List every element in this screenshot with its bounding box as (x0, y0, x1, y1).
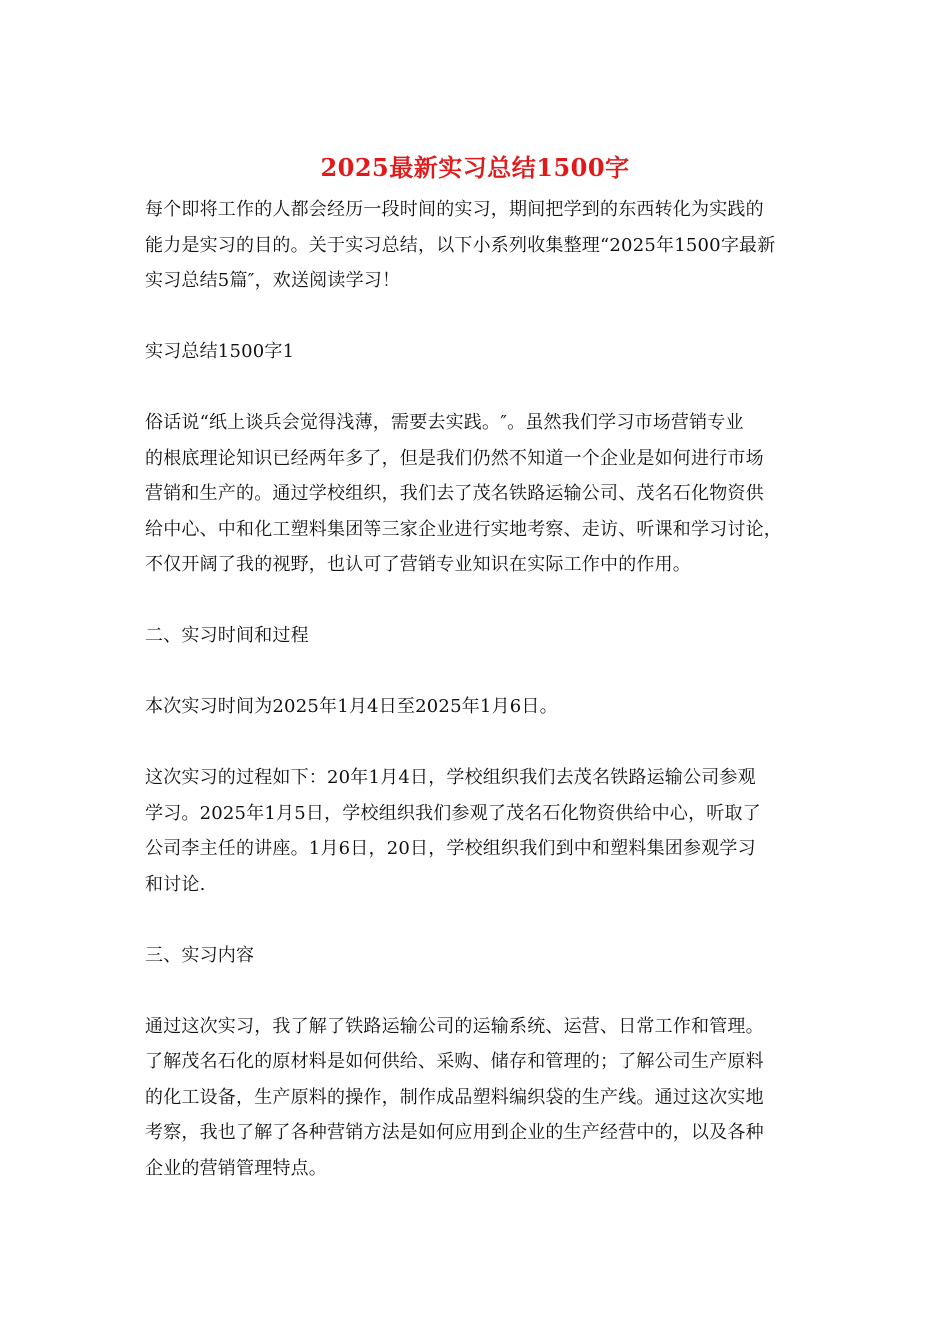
body-paragraph: 这次实习的过程如下：20年1月4日，学校组织我们去茂名铁路运输公司参观 学习。2025年1月5日，学校组织我们参观了茂名石化物资供给中心，听取了 公司李主任的讲座。1月6日，20日，学校组织我们到中和塑料集团参观学习 和讨论. (145, 767, 761, 895)
intro-paragraph: 每个即将工作的人都会经历一段时间的实习，期间把学到的东西转化为实践的 能力是实习的目的。关于实习总结，以下小系列收集整理“2025年1500字最新 实习总结5篇″，欢送阅读学习！ (145, 199, 776, 291)
body-paragraph: 俗话说“纸上谈兵会觉得浅薄，需要去实践。″。虽然我们学习市场营销专业 的根底理论知识已经两年多了，但是我们仍然不知道一个企业是如何进行市场 营销和生产的。通过学校组织，我们去了茂名铁路运输公司、茂名石化物资供 给中心、中和化工塑料集团等三家企业进行实地考察、走访、听课和学习讨论， 不仅开阔了我的视野，也认可了营销专业知识在实际工作中的作用。 (145, 412, 782, 575)
document-title: 2025最新实习总结1500字 (320, 153, 630, 182)
body-paragraph: 通过这次实习，我了解了铁路运输公司的运输系统、运营、日常工作和管理。 了解茂名石化的原材料是如何供给、采购、储存和管理的；了解公司生产原料 的化工设备，生产原料的操作，制作成品塑料编织袋的生产线。通过这次实地 考察，我也了解了各种营销方法是如何应用到企业的生产经营中的，以及各种 企业的营销管理特点。 (145, 1015, 764, 1179)
section-heading-summary-1: 实习总结1500字1 (145, 341, 295, 362)
section-heading-time-process: 二、实习时间和过程 (145, 625, 309, 646)
section-heading-content: 三、实习内容 (145, 944, 255, 966)
document-body (145, 192, 813, 1222)
body-paragraph: 本次实习时间为2025年1月4日至2025年1月6日。 (145, 696, 558, 717)
